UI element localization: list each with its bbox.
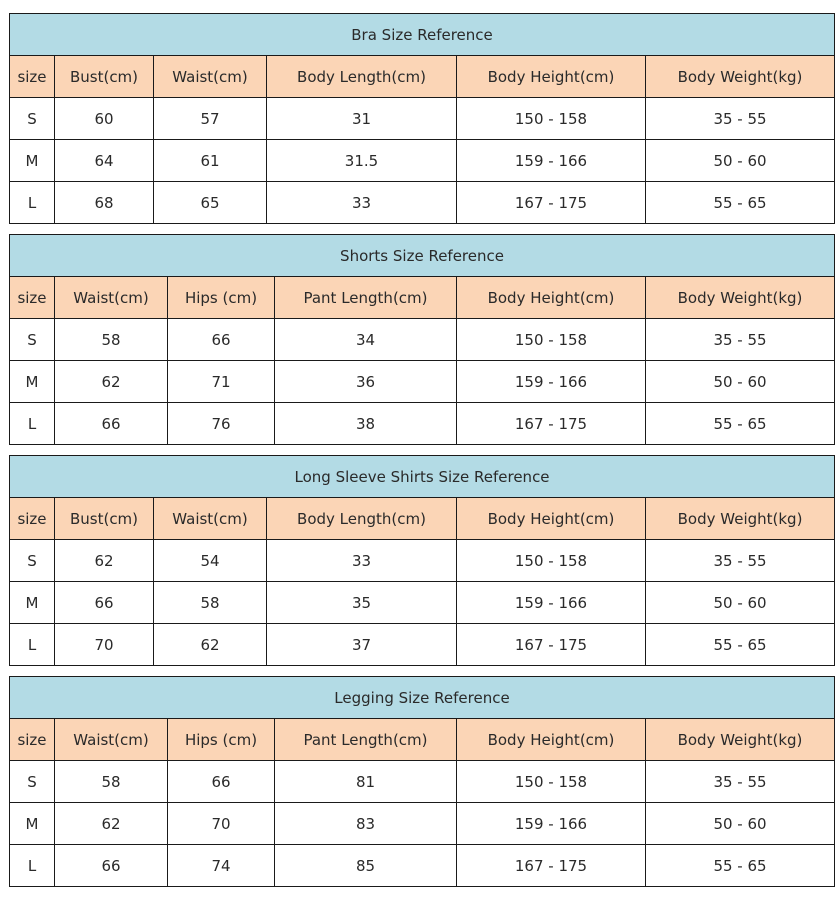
- cell: 62: [55, 361, 168, 403]
- column-header: Hips (cm): [168, 277, 275, 319]
- cell: 167 - 175: [457, 624, 646, 666]
- legging-size-table: [9, 676, 835, 887]
- cell: 167 - 175: [457, 182, 646, 224]
- cell: S: [10, 98, 55, 140]
- cell: 31.5: [267, 140, 457, 182]
- column-header: Bust(cm): [55, 498, 154, 540]
- cell: 50 - 60: [646, 140, 835, 182]
- column-header: Waist(cm): [154, 498, 267, 540]
- cell: 68: [55, 182, 154, 224]
- cell: 58: [154, 582, 267, 624]
- cell: 50 - 60: [646, 582, 835, 624]
- cell: 61: [154, 140, 267, 182]
- table-title: Bra Size Reference: [10, 14, 835, 56]
- column-header: Waist(cm): [55, 277, 168, 319]
- header-row: [10, 277, 835, 319]
- cell: 159 - 166: [457, 803, 646, 845]
- cell: 70: [55, 624, 154, 666]
- cell: 35 - 55: [646, 540, 835, 582]
- column-header: Body Height(cm): [457, 719, 646, 761]
- cell: 66: [55, 582, 154, 624]
- cell: 167 - 175: [457, 403, 646, 445]
- cell: 37: [267, 624, 457, 666]
- cell: 57: [154, 98, 267, 140]
- column-header: Bust(cm): [55, 56, 154, 98]
- cell: 62: [55, 540, 154, 582]
- table-row: [10, 803, 835, 845]
- cell: 50 - 60: [646, 803, 835, 845]
- cell: L: [10, 403, 55, 445]
- table-row: [10, 761, 835, 803]
- cell: 150 - 158: [457, 540, 646, 582]
- cell: 76: [168, 403, 275, 445]
- cell: 159 - 166: [457, 361, 646, 403]
- table-row: [10, 98, 835, 140]
- cell: 167 - 175: [457, 845, 646, 887]
- long-sleeve-shirts-size-table: [9, 455, 835, 666]
- cell: 35 - 55: [646, 761, 835, 803]
- table-row: [10, 140, 835, 182]
- cell: 159 - 166: [457, 582, 646, 624]
- cell: L: [10, 845, 55, 887]
- cell: M: [10, 582, 55, 624]
- cell: S: [10, 319, 55, 361]
- cell: 66: [168, 319, 275, 361]
- column-header: Body Weight(kg): [646, 56, 835, 98]
- column-header: Body Height(cm): [457, 56, 646, 98]
- cell: 55 - 65: [646, 845, 835, 887]
- cell: 64: [55, 140, 154, 182]
- cell: 38: [275, 403, 457, 445]
- column-header: size: [10, 277, 55, 319]
- cell: 35 - 55: [646, 319, 835, 361]
- cell: 55 - 65: [646, 624, 835, 666]
- cell: 33: [267, 540, 457, 582]
- cell: S: [10, 540, 55, 582]
- cell: 150 - 158: [457, 761, 646, 803]
- cell: 150 - 158: [457, 319, 646, 361]
- table-row: [10, 624, 835, 666]
- cell: S: [10, 761, 55, 803]
- cell: L: [10, 182, 55, 224]
- cell: M: [10, 361, 55, 403]
- cell: 62: [154, 624, 267, 666]
- cell: M: [10, 140, 55, 182]
- cell: 33: [267, 182, 457, 224]
- cell: M: [10, 803, 55, 845]
- column-header: Body Weight(kg): [646, 277, 835, 319]
- cell: 58: [55, 761, 168, 803]
- cell: 60: [55, 98, 154, 140]
- cell: 66: [168, 761, 275, 803]
- column-header: Body Weight(kg): [646, 719, 835, 761]
- table-row: [10, 403, 835, 445]
- column-header: Waist(cm): [55, 719, 168, 761]
- table-row: [10, 845, 835, 887]
- header-row: [10, 498, 835, 540]
- cell: 159 - 166: [457, 140, 646, 182]
- cell: 81: [275, 761, 457, 803]
- cell: 70: [168, 803, 275, 845]
- cell: 35: [267, 582, 457, 624]
- cell: 66: [55, 403, 168, 445]
- table-title: Long Sleeve Shirts Size Reference: [10, 456, 835, 498]
- column-header: Body Length(cm): [267, 498, 457, 540]
- column-header: Body Height(cm): [457, 277, 646, 319]
- table-row: [10, 540, 835, 582]
- column-header: Pant Length(cm): [275, 719, 457, 761]
- table-row: [10, 361, 835, 403]
- cell: 55 - 65: [646, 403, 835, 445]
- cell: L: [10, 624, 55, 666]
- column-header: Hips (cm): [168, 719, 275, 761]
- shorts-size-table: [9, 234, 835, 445]
- cell: 31: [267, 98, 457, 140]
- table-row: [10, 182, 835, 224]
- table-row: [10, 319, 835, 361]
- table-title: Shorts Size Reference: [10, 235, 835, 277]
- bra-size-table: [9, 13, 835, 224]
- table-title: Legging Size Reference: [10, 677, 835, 719]
- column-header: Waist(cm): [154, 56, 267, 98]
- cell: 150 - 158: [457, 98, 646, 140]
- column-header: size: [10, 719, 55, 761]
- column-header: Pant Length(cm): [275, 277, 457, 319]
- cell: 50 - 60: [646, 361, 835, 403]
- cell: 71: [168, 361, 275, 403]
- cell: 85: [275, 845, 457, 887]
- cell: 74: [168, 845, 275, 887]
- column-header: size: [10, 56, 55, 98]
- cell: 36: [275, 361, 457, 403]
- cell: 65: [154, 182, 267, 224]
- cell: 58: [55, 319, 168, 361]
- cell: 55 - 65: [646, 182, 835, 224]
- header-row: [10, 719, 835, 761]
- table-row: [10, 582, 835, 624]
- cell: 35 - 55: [646, 98, 835, 140]
- column-header: size: [10, 498, 55, 540]
- header-row: [10, 56, 835, 98]
- cell: 54: [154, 540, 267, 582]
- column-header: Body Weight(kg): [646, 498, 835, 540]
- cell: 34: [275, 319, 457, 361]
- cell: 83: [275, 803, 457, 845]
- column-header: Body Height(cm): [457, 498, 646, 540]
- column-header: Body Length(cm): [267, 56, 457, 98]
- cell: 66: [55, 845, 168, 887]
- cell: 62: [55, 803, 168, 845]
